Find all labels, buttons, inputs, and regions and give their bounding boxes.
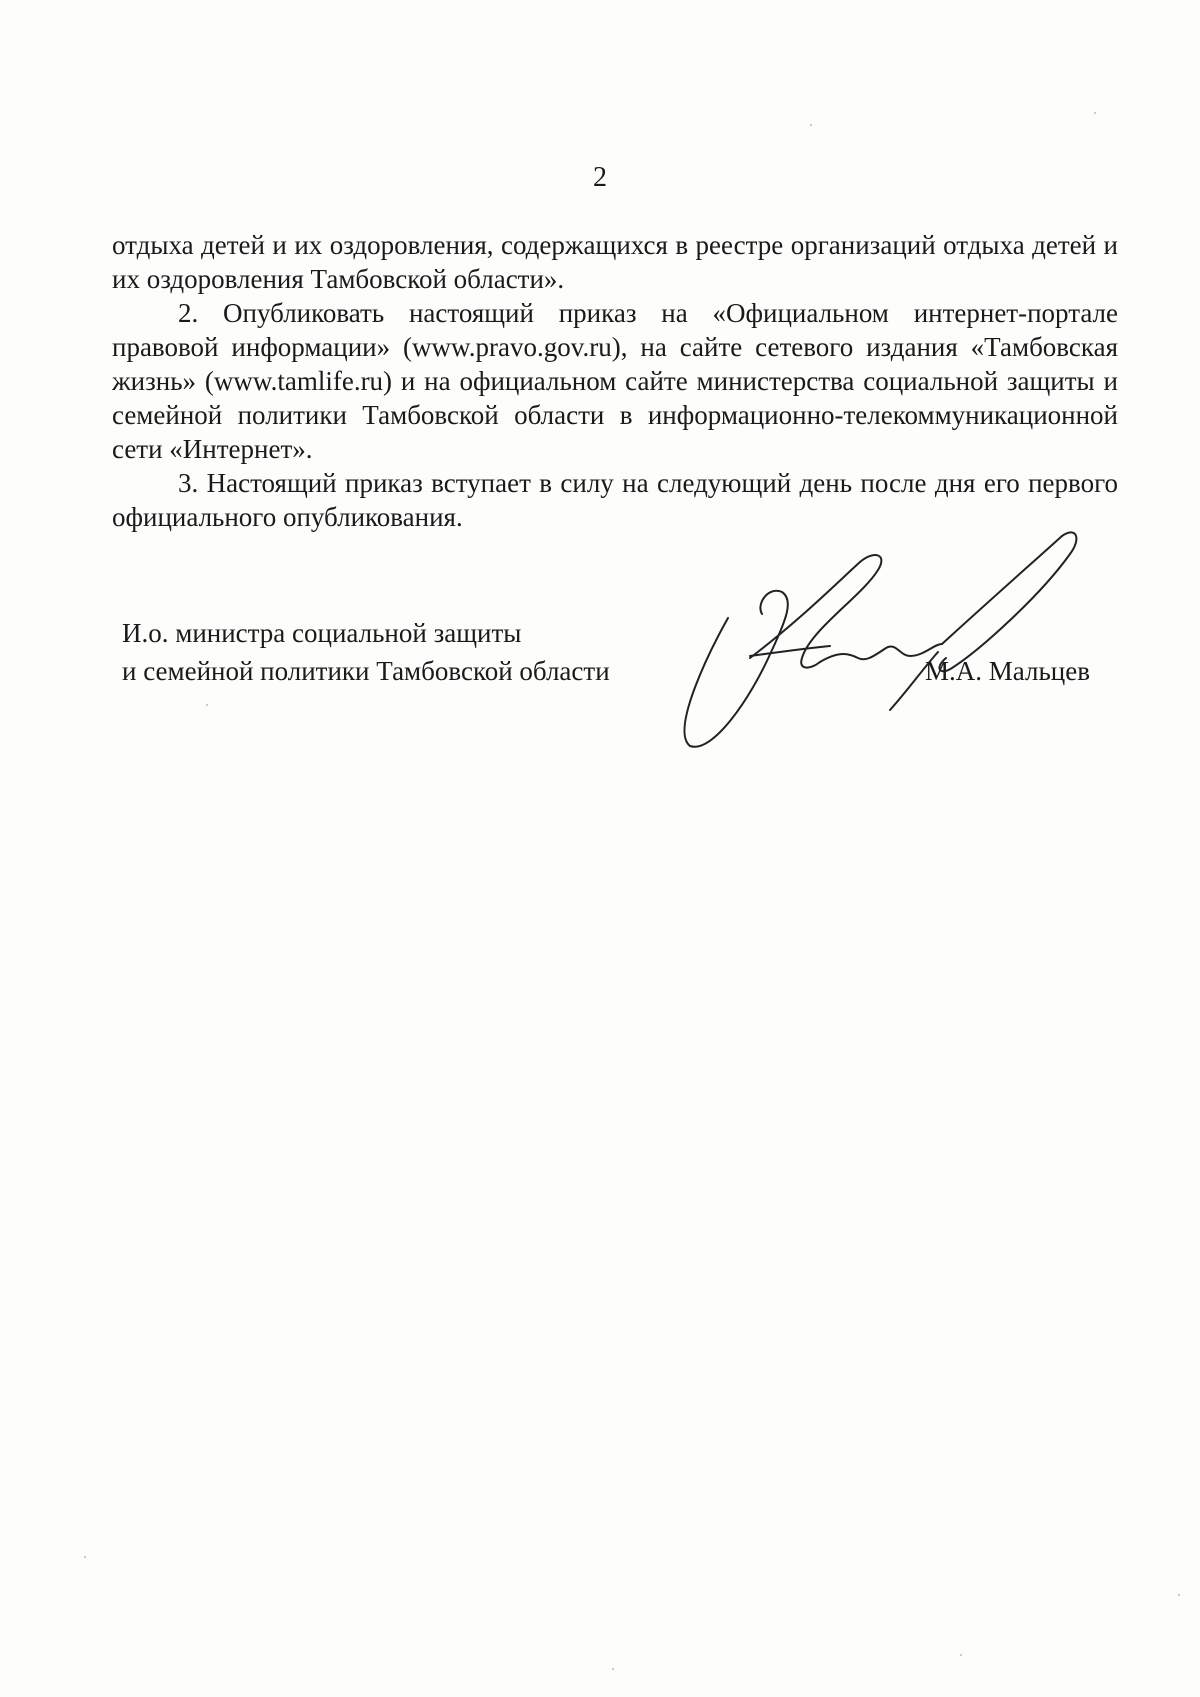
paragraph-continuation: отдыха детей и их оздоровления, содержащихся в реестре организаций отдыха детей и их оздоровления Тамбовской области». bbox=[112, 230, 1118, 294]
signatory-position-line-2: и семейной политики Тамбовской области bbox=[122, 656, 610, 686]
scan-speck bbox=[612, 1668, 614, 1670]
scan-speck bbox=[206, 704, 208, 706]
paragraph-publication: 2. Опубликовать настоящий приказ на «Официальном интернет-портале правовой информации» (www.pravo.gov.ru), на сайте сетевого издания «Тамбовская жизнь» (www.tamlife.ru) и на официальном сайте министерства социальной защиты и семейной политики Тамбовской области в информационно-телекоммуникационной сети «Интернет». bbox=[112, 298, 1118, 464]
signatory-name: М.А. Мальцев bbox=[925, 656, 1090, 686]
scan-speck bbox=[1094, 112, 1096, 114]
scan-speck bbox=[84, 1556, 86, 1558]
scan-speck bbox=[1178, 1594, 1180, 1596]
scan-speck bbox=[810, 124, 812, 126]
document-body bbox=[112, 228, 1118, 534]
signatory-position bbox=[122, 614, 610, 690]
scan-speck bbox=[960, 1654, 962, 1656]
page-number: 2 bbox=[593, 162, 607, 193]
signatory-position-line-1: И.о. министра социальной защиты bbox=[122, 618, 522, 648]
paragraph-effective-date: 3. Настоящий приказ вступает в силу на следующий день после дня его первого официального опубликования. bbox=[112, 468, 1118, 532]
handwritten-signature bbox=[690, 540, 1140, 760]
